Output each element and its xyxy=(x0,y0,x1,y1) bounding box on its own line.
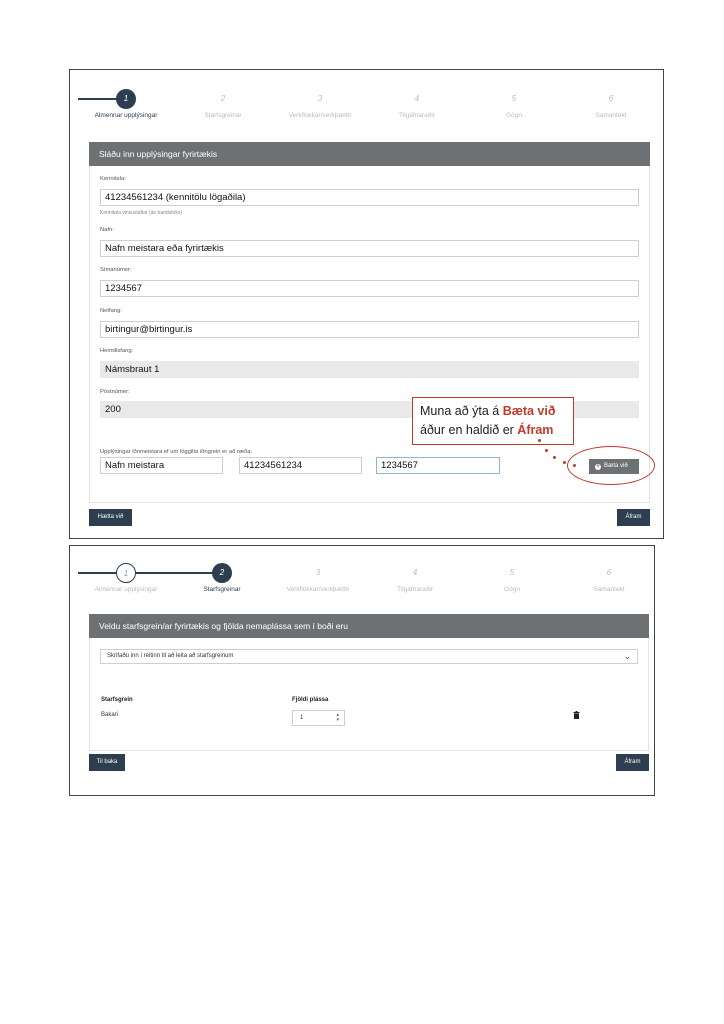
step-5-circle: 5 xyxy=(509,568,515,577)
step-2-label: Starfsgreinar xyxy=(203,586,241,593)
plus-circle-icon: + xyxy=(596,463,600,470)
step-6[interactable] xyxy=(571,89,651,119)
step-5-circle: 5 xyxy=(511,94,517,103)
meistari-kennitala-input[interactable]: 41234561234 xyxy=(239,457,362,474)
callout-line-2 xyxy=(420,421,566,440)
step-3[interactable] xyxy=(280,89,360,119)
trade-search-placeholder: Skrifaðu inn í reitinn til að leita að starfsgreinum xyxy=(107,653,234,659)
trade-search-select[interactable] xyxy=(100,649,638,664)
chevron-down-icon: ⌄ xyxy=(623,651,631,661)
meistari-phone-input[interactable]: 1234567 xyxy=(376,457,500,474)
kennitala-input[interactable]: 41234561234 (kennitölu lögaðila) xyxy=(100,189,639,206)
nafn-label: Nafn: xyxy=(100,227,114,233)
step-4-label: Tilgáfnaraðir xyxy=(397,586,433,593)
step-1-circle: 1 xyxy=(116,563,136,583)
simanumer-input[interactable]: 1234567 xyxy=(100,280,639,297)
step-6-label: Samantekt xyxy=(593,586,625,593)
step-6[interactable] xyxy=(569,563,649,593)
heimilisfang-label: Heimilisfang: xyxy=(100,348,134,354)
step-2-circle: 2 xyxy=(212,563,232,583)
meistari-label: Upplýsingar iðnmeistara ef um löggilta iðngrein er að ræða: xyxy=(100,449,253,455)
step-6-circle: 6 xyxy=(608,94,614,103)
highlight-ellipse xyxy=(567,446,655,485)
step-6-circle: 6 xyxy=(606,568,612,577)
step-2[interactable] xyxy=(182,563,262,593)
next-button[interactable]: Áfram xyxy=(617,509,650,526)
step-6-label: Samantekt xyxy=(595,112,627,119)
heimilisfang-input: Námsbraut 1 xyxy=(100,361,639,378)
reminder-callout xyxy=(412,397,574,445)
callout-bold-1: Bæta við xyxy=(502,404,556,418)
count-stepper[interactable] xyxy=(292,710,345,726)
spinner-arrows-icon[interactable]: ▴ ▾ xyxy=(336,712,339,723)
nafn-input[interactable]: Nafn meistara eða fyrirtækis xyxy=(100,240,639,257)
step-4-label: Tilgáfnaraðir xyxy=(399,112,435,119)
panel-title: Veldu starfsgrein/ar fyrirtækis og fjölda nemaplássa sem í boði eru xyxy=(89,614,649,638)
callout-text-1: Muna að ýta á xyxy=(420,404,503,418)
next-button[interactable]: Áfram xyxy=(616,754,649,771)
step-3[interactable] xyxy=(278,563,358,593)
progress-stepper xyxy=(70,89,663,129)
back-button[interactable]: Til baka xyxy=(89,754,125,771)
cancel-button[interactable]: Hætta við xyxy=(89,509,132,526)
step-5[interactable] xyxy=(474,89,554,119)
step-1[interactable] xyxy=(86,563,166,593)
kennitala-label: Kennitala: xyxy=(100,176,126,182)
progress-stepper xyxy=(70,563,654,603)
step-5-label: Gögn xyxy=(506,112,522,119)
trade-cell: Bakari xyxy=(101,712,119,718)
step-2-label: Starfsgreinar xyxy=(204,112,242,119)
step-4-circle: 4 xyxy=(412,568,418,577)
step-2-circle: 2 xyxy=(220,94,226,103)
step-3-circle: 3 xyxy=(317,94,323,103)
trash-icon[interactable] xyxy=(573,711,580,719)
screen-trades xyxy=(69,545,655,796)
step-5[interactable] xyxy=(472,563,552,593)
callout-dot xyxy=(545,449,548,452)
step-3-label: Verkflokkar/verkþættir xyxy=(286,586,350,593)
callout-dot xyxy=(553,456,556,459)
callout-dot xyxy=(563,461,566,464)
netfang-label: Netfang: xyxy=(100,308,122,314)
step-1-label: Almennar upplýsingar xyxy=(94,112,158,119)
step-4-circle: 4 xyxy=(414,94,420,103)
postnumer-label: Póstnúmer: xyxy=(100,389,130,395)
callout-text-2: áður en haldið er xyxy=(420,423,518,437)
netfang-input[interactable]: birtingur@birtingur.is xyxy=(100,321,639,338)
step-3-label: Verkflokkar/verkþættir xyxy=(288,112,352,119)
step-1-circle: 1 xyxy=(116,89,136,109)
meistari-name-input[interactable]: Nafn meistara xyxy=(100,457,223,474)
panel-title: Sláðu inn upplýsingar fyrirtækis xyxy=(89,142,650,166)
step-3-circle: 3 xyxy=(315,568,321,577)
postnumer-input: 200 xyxy=(100,401,639,418)
step-4[interactable] xyxy=(377,89,457,119)
add-button-label: Bæta við xyxy=(604,463,628,469)
count-value: 1 xyxy=(300,715,304,721)
kennitala-helper: Kennitala vinsustafiar (án bandstriks) xyxy=(100,210,182,216)
callout-bold-2: Áfram xyxy=(517,423,554,437)
simanumer-label: Símanúmer: xyxy=(100,267,132,273)
step-2[interactable] xyxy=(183,89,263,119)
step-1[interactable] xyxy=(86,89,166,119)
callout-line-1 xyxy=(420,402,566,421)
step-5-label: Gögn xyxy=(504,586,520,593)
step-4[interactable] xyxy=(375,563,455,593)
callout-dot xyxy=(538,439,541,442)
col-count-header: Fjöldi plássa xyxy=(292,697,329,703)
step-1-label: Almennar upplýsingar xyxy=(94,586,158,593)
col-trade-header: Starfsgrein xyxy=(101,697,133,703)
